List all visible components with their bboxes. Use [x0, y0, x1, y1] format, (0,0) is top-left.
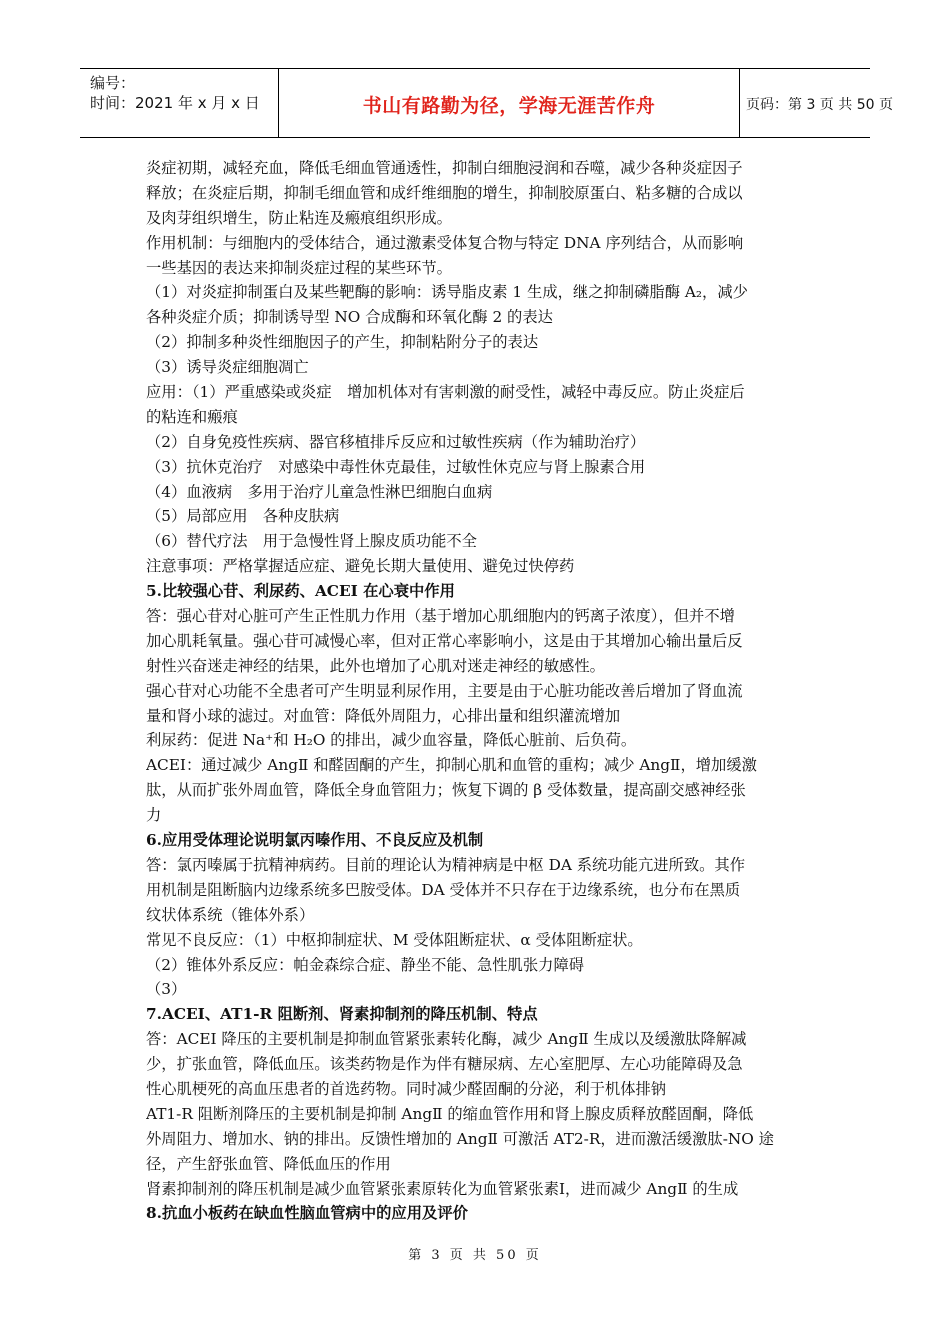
text-line: 作用机制：与细胞内的受体结合，通过激素受体复合物与特定 DNA 序列结合，从而影响	[146, 233, 744, 252]
page-header	[80, 68, 893, 138]
text-line: （3）	[146, 980, 187, 999]
text-line: 答：氯丙嗪属于抗精神病药。目前的理论认为精神病是中枢 DA 系统功能亢进所致。其作	[146, 855, 746, 874]
text-line: 量和肾小球的滤过。对血管：降低外周阻力，心排出量和组织灌流增加	[146, 706, 621, 725]
text-line: 性心肌梗死的高血压患者的首选药物。同时减少醛固酮的分泌，利于机体排钠	[146, 1079, 667, 1098]
text-line: ACEI：通过减少 AngⅡ 和醛固酮的产生，抑制心肌和血管的重构；减少 AngⅡ，增加缓激	[146, 756, 757, 775]
section-heading: 5.比较强心苷、利尿药、ACEI 在心衰中作用	[146, 582, 455, 601]
text-line: 及肉芽组织增生，防止粘连及瘢痕组织形成。	[146, 208, 452, 227]
body-text	[146, 156, 810, 1226]
text-line: （6）替代疗法 用于急慢性肾上腺皮质功能不全	[146, 532, 477, 551]
text-line: 答：强心苷对心脏可产生正性肌力作用（基于增加心肌细胞内的钙离子浓度），但并不增	[146, 607, 735, 626]
text-line: （3）抗休克治疗 对感染中毒性休克最佳，过敏性休克应与肾上腺素合用	[146, 457, 646, 476]
text-line: 常见不良反应：（1）中枢抑制症状、M 受体阻断症状、α 受体阻断症状。	[146, 930, 643, 949]
date-label: 时间：2021 年 x 月 x 日	[90, 94, 260, 112]
text-line: 各种炎症介质；抑制诱导型 NO 合成酶和环氧化酶 2 的表达	[146, 308, 553, 327]
text-line: 炎症初期，减轻充血，降低毛细血管通透性，抑制白细胞浸润和吞噬，减少各种炎症因子	[146, 159, 743, 177]
text-line: （3）诱导炎症细胞凋亡	[146, 358, 309, 377]
text-line: （4）血液病 多用于治疗儿童急性淋巴细胞白血病	[146, 482, 493, 501]
header-info	[90, 73, 275, 113]
text-line: 一些基因的表达来抑制炎症过程的某些环节。	[146, 258, 452, 277]
text-line: 径，产生舒张血管、降低血压的作用	[146, 1154, 391, 1173]
text-line: 强心苷对心功能不全患者可产生明显利尿作用，主要是由于心脏功能改善后增加了肾血流	[146, 681, 743, 700]
text-line: 应用：（1）严重感染或炎症 增加机体对有害刺激的耐受性，减轻中毒反应。防止炎症后	[146, 383, 745, 402]
text-line: 纹状体系统（锥体外系）	[146, 905, 315, 924]
text-line: AT1-R 阻断剂降压的主要机制是抑制 AngⅡ 的缩血管作用和肾上腺皮质释放醛固酮，降低	[146, 1104, 754, 1123]
text-line: 答：ACEI 降压的主要机制是抑制血管紧张素转化酶，减少 AngⅡ 生成以及缓激肽降解减	[146, 1030, 747, 1049]
text-line: （2）自身免疫性疾病、器官移植排斥反应和过敏性疾病（作为辅助治疗）	[146, 432, 646, 451]
section-heading: 7.ACEI、AT1-R 阻断剂、肾素抑制剂的降压机制、特点	[146, 1005, 538, 1024]
text-line: 肽，从而扩张外周血管，降低全身血管阻力；恢复下调的 β 受体数量，提高副交感神经张	[146, 781, 746, 800]
text-line: 肾素抑制剂的降压机制是减少血管紧张素原转化为血管紧张素Ⅰ，进而减少 AngⅡ 的生成	[146, 1179, 739, 1198]
text-line: 力	[146, 806, 162, 825]
number-label: 编号：	[90, 74, 136, 92]
header-motto-cell	[278, 69, 740, 137]
header-page-info: 页码：第 3 页 共 50 页	[746, 97, 893, 113]
text-line: （1）对炎症抑制蛋白及某些靶酶的影响：诱导脂皮素 1 生成，继之抑制磷脂酶 A₂，减少	[146, 283, 748, 302]
text-line: 注意事项：严格掌握适应症、避免长期大量使用、避免过快停药	[146, 557, 575, 576]
text-line: 加心肌耗氧量。强心苷可减慢心率，但对正常心率影响小，这是由于其增加心输出量后反	[146, 631, 743, 650]
section-heading: 8.抗血小板药在缺血性脑血管病中的应用及评价	[146, 1204, 468, 1223]
text-line: 外周阻力、增加水、钠的排出。反馈性增加的 AngⅡ 可激活 AT2-R，进而激活缓激肽-NO 途	[146, 1129, 774, 1148]
header-motto: 书山有路勤为径，学海无涯苦作舟	[362, 95, 656, 117]
page-footer: 第 3 页 共 50 页	[408, 1248, 542, 1263]
text-line: （2）锥体外系反应：帕金森综合症、静坐不能、急性肌张力障碍	[146, 955, 585, 974]
text-line: 的粘连和瘢痕	[146, 407, 238, 426]
text-line: 少，扩张血管，降低血压。该类药物是作为伴有糖尿病、左心室肥厚、左心功能障碍及急	[146, 1055, 743, 1074]
text-line: 用机制是阻断脑内边缘系统多巴胺受体。DA 受体并不只存在于边缘系统，也分布在黑质	[146, 880, 741, 899]
text-line: 利尿药：促进 Na⁺和 H₂O 的排出，减少血容量，降低心脏前、后负荷。	[146, 731, 637, 750]
text-line: 射性兴奋迷走神经的结果，此外也增加了心肌对迷走神经的敏感性。	[146, 656, 605, 675]
text-line: （2）抑制多种炎性细胞因子的产生，抑制粘附分子的表达	[146, 333, 539, 352]
text-line: 释放；在炎症后期，抑制毛细血管和成纤维细胞的增生，抑制胶原蛋白、粘多糖的合成以	[146, 183, 743, 202]
section-heading: 6.应用受体理论说明氯丙嗪作用、不良反应及机制	[146, 831, 484, 850]
text-line: （5）局部应用 各种皮肤病	[146, 507, 340, 526]
